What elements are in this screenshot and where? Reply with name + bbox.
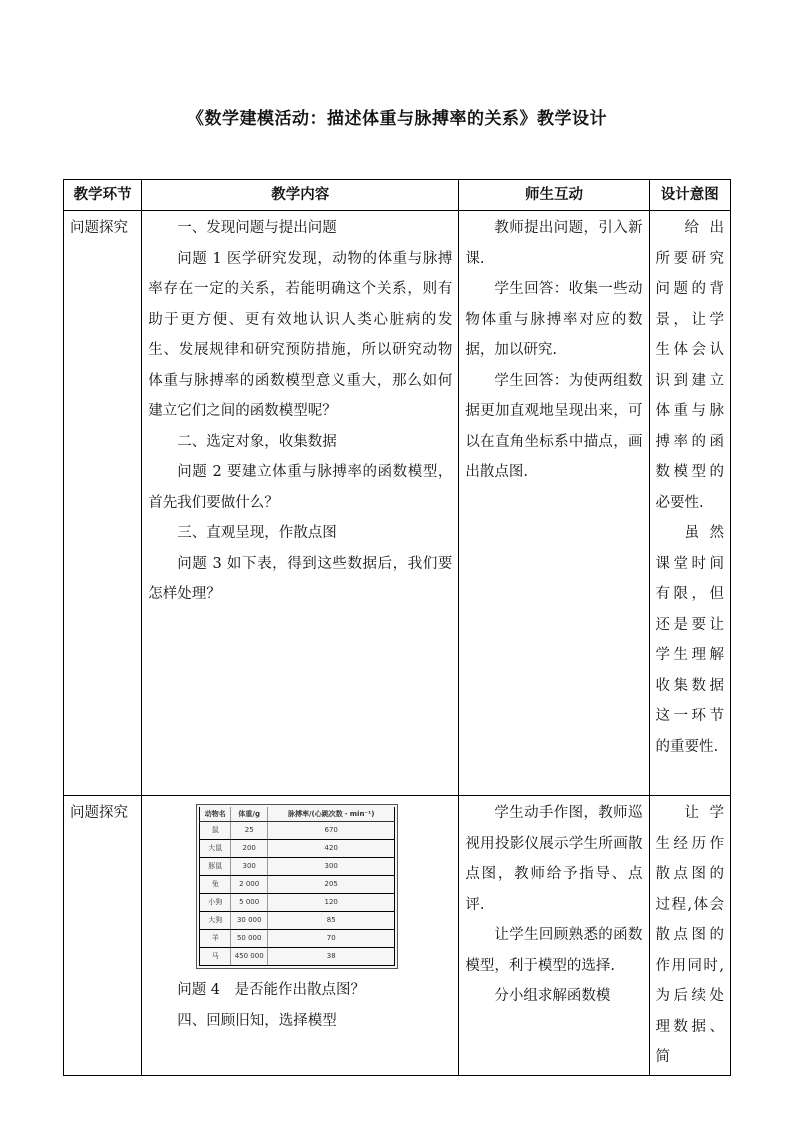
animal-weight: 300 (231, 858, 268, 876)
stage-cell: 问题探究 (64, 796, 142, 1076)
interaction-text: 学生回答：为使两组数据更加直观地呈现出来，可以在直角坐标系中描点，画出散点图. (465, 372, 643, 480)
data-header-animal: 动物名 (200, 807, 231, 822)
interaction-cell (459, 211, 649, 796)
question-text: 问题 2 要建立体重与脉搏率的函数模型，首先我们要做什么？ (148, 464, 453, 511)
data-header-weight: 体重/g (231, 807, 268, 822)
animal-pulse: 85 (268, 912, 395, 930)
data-table-row (200, 840, 395, 858)
interaction-text: 教师提出问题，引入新课. (465, 220, 643, 267)
content-cell (142, 796, 459, 1076)
table-header-row (64, 180, 731, 211)
data-table-row (200, 912, 395, 930)
animal-pulse: 120 (268, 894, 395, 912)
data-table-row (200, 858, 395, 876)
animal-weight: 200 (231, 840, 268, 858)
question-text: 问题 1 医学研究发现，动物的体重与脉搏率存在一定的关系，若能明确这个关系，则有助于更方便、更有效地认识人类心脏病的发生、发展规律和研究预防措施，所以研究动物体重与脉搏率的函数模型意义重大，那么如何建立它们之间的函数模型呢？ (148, 250, 453, 419)
animal-weight: 50 000 (231, 930, 268, 948)
data-table-row (200, 948, 395, 966)
intent-cell (649, 796, 731, 1076)
document-title: 《数学建模活动：描述体重与脉搏率的关系》教学设计 (187, 109, 607, 129)
interaction-text: 学生动手作图，教师巡视用投影仪展示学生所画散点图，教师给予指导、点评. (465, 805, 643, 913)
animal-weight: 25 (231, 822, 268, 840)
question-text: 问题 3 如下表，得到这些数据后，我们要怎样处理？ (148, 555, 453, 602)
section-heading: 三、直观呈现，作散点图 (177, 525, 337, 541)
animal-name: 大鼠 (200, 840, 231, 858)
header-interaction: 师生互动 (459, 180, 649, 211)
lesson-plan-table (63, 179, 731, 1076)
animal-pulse: 70 (268, 930, 395, 948)
animal-name: 羊 (200, 930, 231, 948)
data-table-image (196, 804, 398, 969)
intent-text: 虽然课堂时间有限，但还是要让学生理解收集数据这一环节的重要性. (655, 525, 724, 755)
section-heading: 一、发现问题与提出问题 (177, 220, 337, 236)
animal-weight: 2 000 (231, 876, 268, 894)
animal-name: 小狗 (200, 894, 231, 912)
header-intent: 设计意图 (649, 180, 731, 211)
animal-pulse: 38 (268, 948, 395, 966)
animal-name: 兔 (200, 876, 231, 894)
data-table-header (200, 807, 395, 822)
section-heading: 四、回顾旧知，选择模型 (177, 1012, 337, 1029)
interaction-text: 分小组求解函数模 (494, 988, 611, 1004)
intent-text: 让学生经历作散点图的过程,体会散点图的作用同时,为后续处理数据、简 (655, 805, 724, 1065)
data-table-row (200, 876, 395, 894)
table-row (64, 796, 731, 1076)
interaction-text: 学生回答：收集一些动物体重与脉搏率对应的数据，加以研究. (465, 281, 643, 358)
animal-data-table (199, 807, 395, 966)
animal-name: 豚鼠 (200, 858, 231, 876)
header-content: 教学内容 (142, 180, 459, 211)
header-stage: 教学环节 (64, 180, 142, 211)
animal-pulse: 670 (268, 822, 395, 840)
table-row (64, 211, 731, 796)
animal-name: 大狗 (200, 912, 231, 930)
content-cell (142, 211, 459, 796)
animal-weight: 450 000 (231, 948, 268, 966)
intent-cell (649, 211, 731, 796)
question-text: 问题 4 是否能作出散点图？ (177, 982, 366, 998)
data-table-row (200, 822, 395, 840)
interaction-cell (459, 796, 649, 1076)
data-header-pulse: 脉搏率/(心跳次数・min⁻¹) (268, 807, 395, 822)
animal-pulse: 420 (268, 840, 395, 858)
animal-name: 马 (200, 948, 231, 966)
data-table-row (200, 930, 395, 948)
animal-name: 鼠 (200, 822, 231, 840)
animal-pulse: 300 (268, 858, 395, 876)
interaction-text: 让学生回顾熟悉的函数模型，利于模型的选择. (465, 927, 643, 974)
stage-cell: 问题探究 (64, 211, 142, 796)
animal-pulse: 205 (268, 876, 395, 894)
animal-weight: 30 000 (231, 912, 268, 930)
animal-weight: 5 000 (231, 894, 268, 912)
section-heading: 二、选定对象，收集数据 (177, 433, 337, 450)
data-table-row (200, 894, 395, 912)
intent-text: 给出所要研究问题的背景，让学生体会认识到建立体重与脉搏率的函数模型的必要性. (655, 220, 724, 511)
